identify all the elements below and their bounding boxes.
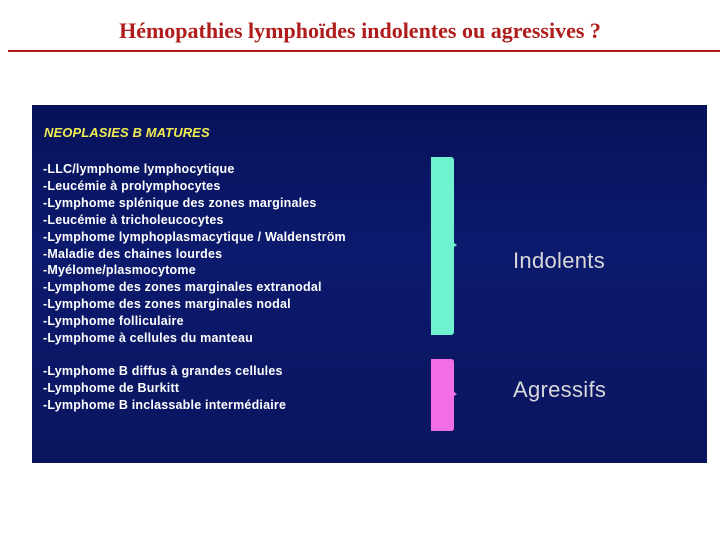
slide-title: Hémopathies lymphoïdes indolentes ou agressives ?	[119, 18, 601, 43]
list-item: -Lymphome des zones marginales extranodal	[43, 280, 322, 295]
aggressive-bracket-shape	[431, 359, 457, 431]
indolent-bracket	[431, 157, 457, 335]
indolent-bracket-shape	[431, 157, 457, 335]
list-item: -Lymphome folliculaire	[43, 314, 184, 329]
list-item: -Myélome/plasmocytome	[43, 263, 196, 278]
list-item: -Lymphome à cellules du manteau	[43, 331, 253, 346]
list-item: -Lymphome de Burkitt	[43, 380, 180, 395]
list-item: -LLC/lymphome lymphocytique	[43, 162, 235, 176]
list-item: -Lymphome splénique des zones marginales	[43, 195, 317, 210]
content-panel	[32, 105, 707, 463]
list-item: -Lymphome B diffus à grandes cellules	[43, 364, 283, 378]
title-divider	[8, 50, 720, 52]
list-item: -Lymphome lymphoplasmacytique / Waldenström	[43, 229, 346, 244]
aggressive-label: Agressifs	[513, 377, 607, 402]
panel-heading: NEOPLASIES B MATURES	[44, 125, 210, 140]
list-item: -Maladie des chaines lourdes	[43, 246, 223, 261]
indolent-list	[43, 161, 346, 347]
aggressive-bracket	[431, 359, 457, 431]
list-item: -Leucémie à tricholeucocytes	[43, 212, 224, 227]
aggressive-list	[43, 363, 286, 414]
list-item: -Lymphome B inclassable intermédiaire	[43, 397, 287, 412]
indolent-label: Indolents	[513, 248, 605, 273]
list-item: -Leucémie à prolymphocytes	[43, 178, 221, 193]
list-item: -Lymphome des zones marginales nodal	[43, 297, 291, 312]
